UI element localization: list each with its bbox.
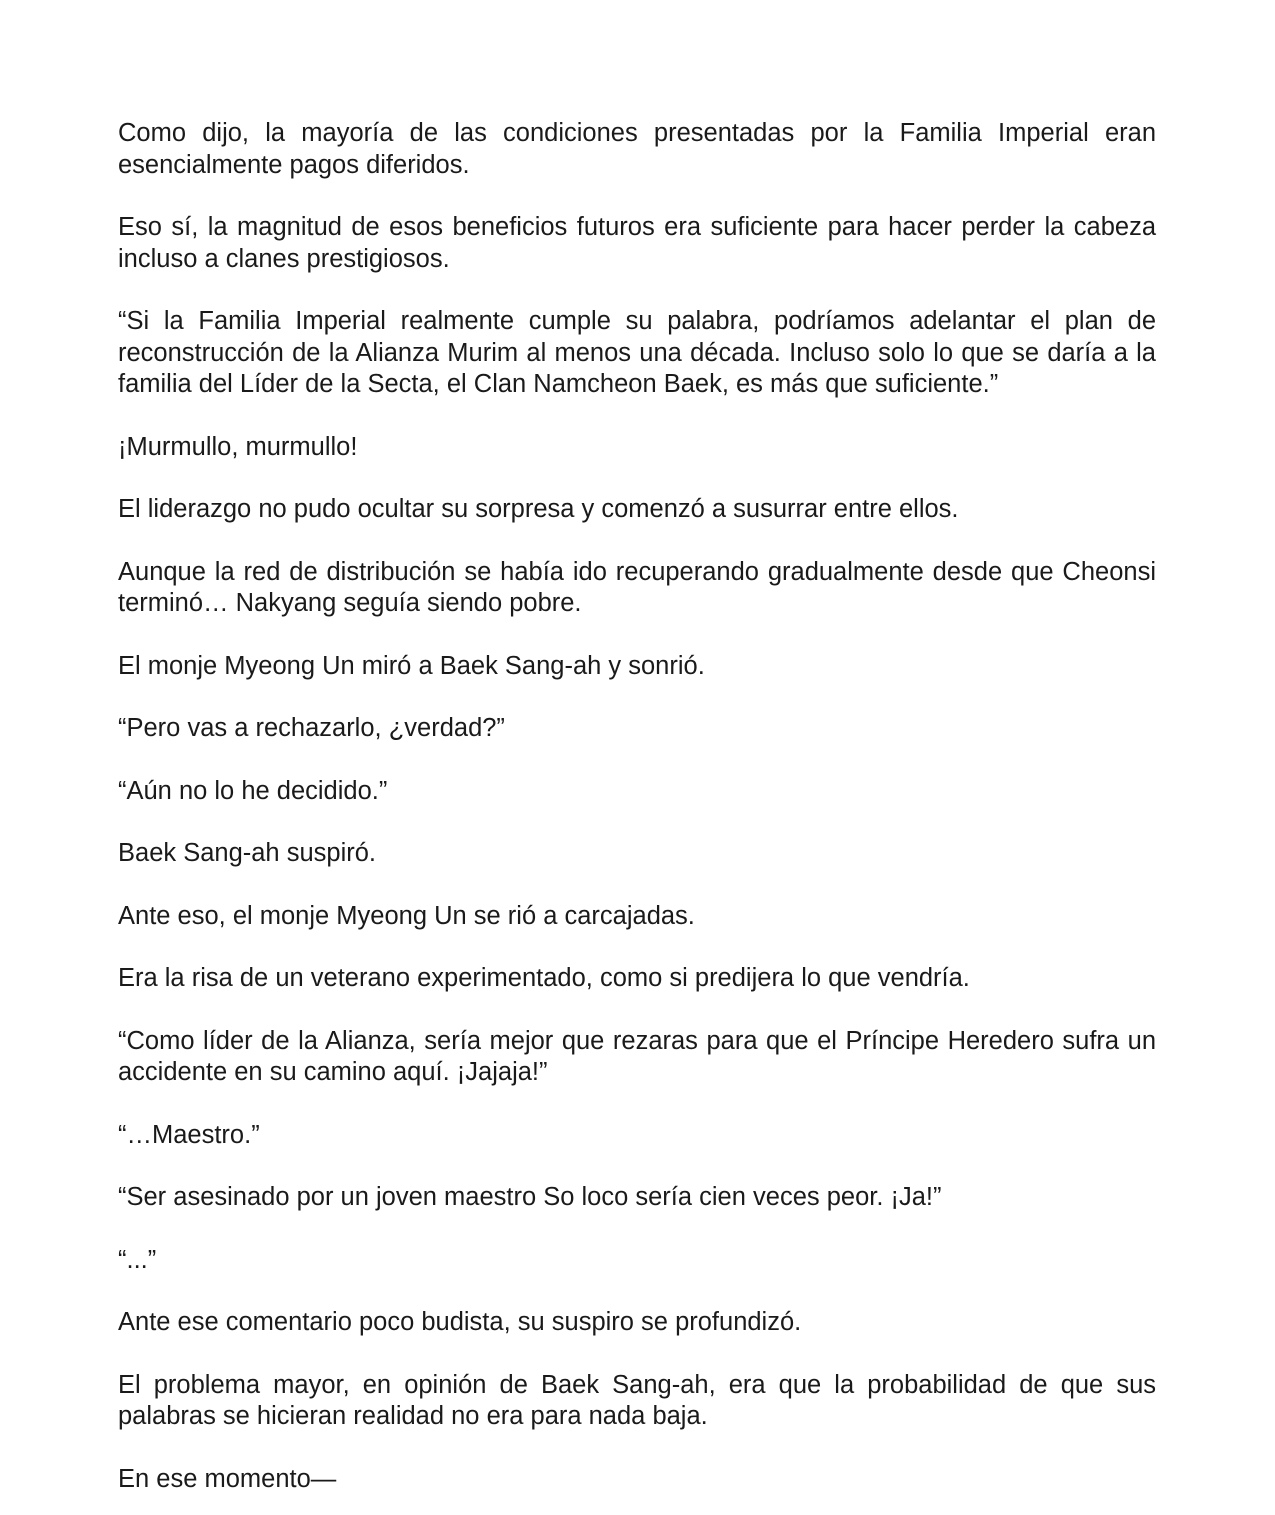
document-page xyxy=(118,118,1156,1495)
paragraph: Como dijo, la mayoría de las condiciones presentadas por la Familia Imperial eran esencialmente pagos diferidos. xyxy=(118,119,1156,179)
paragraph: Ante ese comentario poco budista, su suspiro se profundizó. xyxy=(118,1308,802,1336)
paragraph: El monje Myeong Un miró a Baek Sang-ah y sonrió. xyxy=(118,651,705,680)
paragraph: “Pero vas a rechazarlo, ¿verdad?” xyxy=(118,714,505,742)
paragraph: El liderazgo no pudo ocultar su sorpresa y comenzó a susurrar entre ellos. xyxy=(118,495,959,523)
paragraph: Aunque la red de distribución se había ido recuperando gradualmente desde que Cheonsi terminó… Nakyang seguía siendo pobre. xyxy=(118,557,1156,617)
paragraph: Era la risa de un veterano experimentado, como si predijera lo que vendría. xyxy=(118,964,970,992)
paragraph: Ante eso, el monje Myeong Un se rió a carcajadas. xyxy=(118,901,695,930)
paragraph: Baek Sang-ah suspiró. xyxy=(118,839,376,867)
paragraph: Eso sí, la magnitud de esos beneficios futuros era suficiente para hacer perder la cabeza incluso a clanes prestigiosos. xyxy=(118,213,1156,273)
paragraph: “Aún no lo he decidido.” xyxy=(118,776,388,805)
paragraph: “Como líder de la Alianza, sería mejor que rezaras para que el Príncipe Heredero sufra un accidente en su camino aquí. ¡Jajaja!” xyxy=(118,1026,1156,1086)
paragraph: ¡Murmullo, murmullo! xyxy=(118,432,358,461)
paragraph: El problema mayor, en opinión de Baek Sang-ah, era que la probabilidad de que sus palabras se hicieran realidad no era para nada baja. xyxy=(118,1370,1156,1430)
paragraph: “Si la Familia Imperial realmente cumple su palabra, podríamos adelantar el plan de reconstrucción de la Alianza Murim al menos una década. Incluso solo lo que se daría a la familia del Líder de la Secta, el Clan Namcheon Baek, es más que suficiente.” xyxy=(118,307,1156,398)
paragraph: “Ser asesinado por un joven maestro So loco sería cien veces peor. ¡Ja!” xyxy=(118,1183,942,1211)
paragraph: En ese momento— xyxy=(118,1464,337,1493)
paragraph: “…Maestro.” xyxy=(118,1120,260,1149)
paragraph: “...” xyxy=(118,1245,157,1274)
